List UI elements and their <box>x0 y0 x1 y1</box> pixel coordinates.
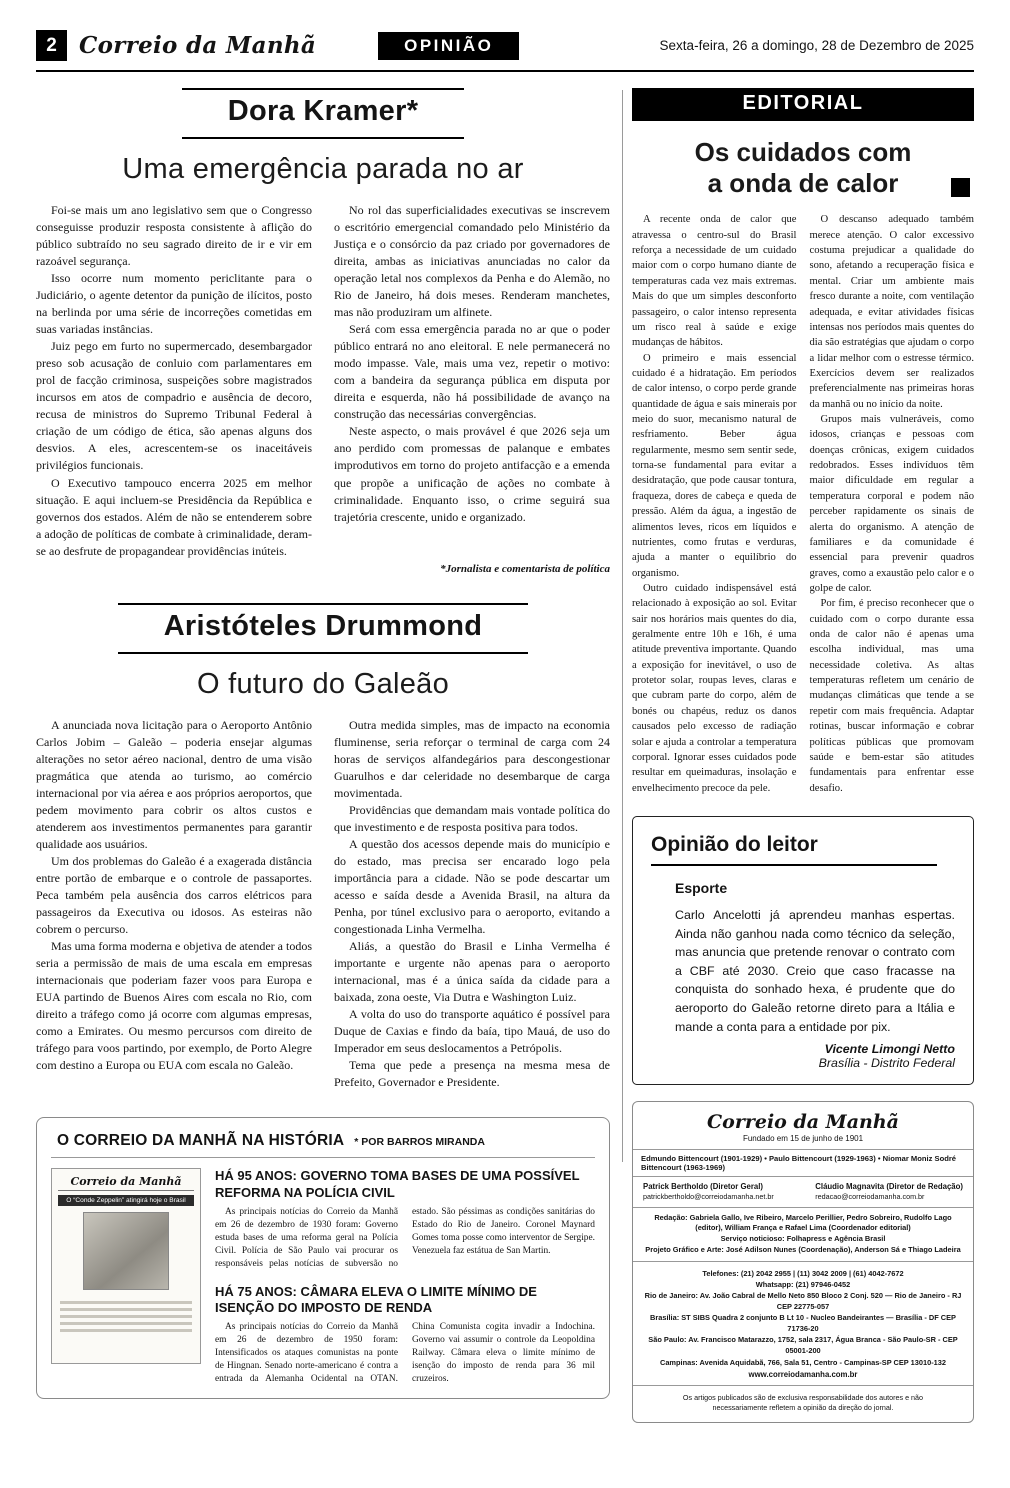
history-body: As principais notícias do Correio da Manhã em 26 de dezembro de 1930 foram: Governo estuda bases de uma reforma geral na Polícia Civil. Polícia de São Paulo vai procurar os responsáveis pelas notícias de subversão no estado. São péssimas as condições sanitárias do Estado do Rio de Janeiro. Coronel Maynard Gomes toma posse como interventor de Sergipe. Venezuela faz estátua de San Martin. <box>215 1206 595 1269</box>
paragraph: O descanso adequado também merece atenção. O calor excessivo costuma prejudicar a qualidade do sono, afetando a recuperação física e mental. Criar um ambiente mais fresco durante a noite, com ventilação adequada, e evitar atividades físicas intensas nos períodos mais quentes do dia são estratégias que ajudam o corpo a lidar melhor com o estresse térmico. Exercícios devem ser realizados preferencialmente nas primeiras horas da manhã ou no início da noite. <box>809 214 974 410</box>
paragraph: Isso ocorre num momento periclitante para o Judiciário, o agente detentor da punição de ilícitos, posto na berlinda por uma série de incorreções cometidas em suas variadas instâncias. <box>36 271 312 337</box>
masthead-info-box <box>632 1101 974 1423</box>
paragraph: A questão dos acessos depende mais do município e do estado, mas precisa ser encarado logo pela importância para a cidade. Não se pode descartar um acesso e saída desde a Avenida Brasil, na altura da Penha, por túnel exclusivo para o aeroporto, evitando a congestionada Linha Vermelha. <box>334 836 610 937</box>
masthead-contact-block <box>633 1262 973 1386</box>
masthead-founded: Fundado em 15 de junho de 1901 <box>633 1133 973 1150</box>
paragraph: Por fim, é preciso reconhecer que o cuidado com o corpo durante essa onda de calor não é apenas uma escolha individual, mas uma necessidade coletiva. As altas temperaturas refletem um cenário de mudanças climáticas que tende a se repetir com mais frequência. Adaptar rotinas, buscar informação e cobrar políticas públicas que promovam saúde e bem-estar são atitudes fundamentais para enfrentar esse desafio. <box>809 598 974 794</box>
address-campinas: Campinas: Avenida Aquidabã, 766, Sala 51, Centro - Campinas-SP CEP 13010-132 <box>659 1357 947 1367</box>
article-kicker <box>36 88 610 139</box>
masthead-staff-block <box>633 1208 973 1262</box>
column-divider <box>622 90 623 1162</box>
page-number: 2 <box>36 30 67 61</box>
history-items <box>215 1168 595 1386</box>
history-heading: HÁ 75 ANOS: CÂMARA ELEVA O LIMITE MÍNIMO DE ISENÇÃO DO IMPOSTO DE RENDA <box>215 1283 537 1315</box>
page-header <box>36 30 974 61</box>
editorial-section <box>632 88 974 796</box>
history-title: O CORREIO DA MANHÃ NA HISTÓRIA <box>57 1132 345 1150</box>
archive-text-lines <box>58 1297 194 1336</box>
article-body <box>36 717 610 1092</box>
archive-headline: O “Conde Zeppelin” atingirá hoje o Brasil <box>58 1195 194 1206</box>
history-byline: * POR BARROS MIRANDA <box>354 1136 485 1149</box>
director-redacao-email: redacao@correiodamanha.com.br <box>815 1192 925 1202</box>
paragraph: Aliás, a questão do Brasil e Linha Vermelha é importante e urgente não apenas para o aeroporto internacional, mas é a única saída da cidade para a baixada, zona oeste, Via Dutra e Washington Luiz. <box>334 939 610 1005</box>
reader-opinion-title: Opinião do leitor <box>651 833 937 866</box>
article-dora-kramer <box>36 88 610 575</box>
address-sao-paulo: São Paulo: Av. Francisco Matarazzo, 1752, sala 2317, Água Branca - São Paulo-SR - CEP 05001-200 <box>648 1335 958 1356</box>
reader-signature: Vicente Limongi Netto <box>824 1042 955 1057</box>
edition-date: Sexta-feira, 26 a domingo, 28 de Dezembro de 2025 <box>659 38 974 53</box>
editorial-title-line2: a onda de calor <box>707 167 899 198</box>
contact-whatsapp: Whatsapp: (21) 97946-0452 <box>755 1279 851 1289</box>
reader-topic: Esporte <box>675 880 728 896</box>
right-column <box>632 88 974 1423</box>
article-body <box>36 202 610 560</box>
article-aristoteles-drummond <box>36 603 610 1092</box>
paragraph: Outra medida simples, mas de impacto na economia fluminense, seria reforçar o terminal de carga com 24 horas de serviços alfandegários para descongestionar Guarulhos e dar celeridade no desembarque de carga movimentada. <box>334 717 610 800</box>
paragraph: Mas uma forma moderna e objetiva de atender a todos seria a permissão de mais de uma escala em empresas internacionais que poderiam fazer voos para Europa e EUA partindo de Buenos Aires com escala no Rio, com direito a tráfego como já ocorre com algumas empresas, como a Emirates. Ou mesmo percursos com direito de tráfego para voos partindo, por exemplo, de Porto Alegre com destino a Europa ou EUA com escala no Galeão. <box>36 939 312 1073</box>
article-author: Dora Kramer* <box>182 88 465 139</box>
paragraph: Neste aspecto, o mais provável é que 2026 seja um ano perdido com promessas de palanque e embates improdutivos em torno do projeto antifacção e a emenda que propõe a unificação de ações no combate à criminalidade. Enquanto isso, o crime seguirá sua trajetória crescente, unido e organizado. <box>334 424 610 524</box>
address-rio: Rio de Janeiro: Av. João Cabral de Mello Neto 850 Bloco 2 Conj. 520 — Rio de Janeiro - RJ CEP 22775-057 <box>644 1290 962 1312</box>
history-title-row <box>51 1130 595 1158</box>
paragraph: Providências que demandam mais vontade política do que investimento e de resposta positiva para todos. <box>334 802 610 834</box>
article-author: Aristóteles Drummond <box>118 603 529 654</box>
masthead-name: Correio da Manhã <box>707 1111 899 1134</box>
history-item <box>215 1284 595 1386</box>
masthead-disclaimer: Os artigos publicados são de exclusiva responsabilidade dos autores e não necessariamente refletem a opinião da direção do jornal. <box>682 1392 924 1412</box>
section-label: OPINIÃO <box>378 32 519 60</box>
staff-redacao: Redação: Gabriela Gallo, Ive Ribeiro, Marcelo Perillier, Pedro Sobreiro, Rudolfo Lago (editor), William França e Rafael Lima (Coordenador editorial) <box>654 1212 952 1233</box>
paragraph: Um dos problemas do Galeão é a exagerada distância entre portão de embarque e o controle de passaportes. Peca também pela ausência dos carros elétricos para passageiros da Executiva ou idosos. As esteiras não cobrem o percurso. <box>36 853 312 937</box>
paragraph: O Executivo tampouco encerra 2025 em melhor situação. E aqui incluem-se Presidência da República e governos dos estados. Além de não se entenderem sobre a adoção de políticas de combate à criminalidade, deram-se ao desfrute de propagandear providências inúteis. <box>36 475 312 558</box>
paragraph: No rol das superficialidades executivas se inscrevem o escritório emergencial comandado pelo Ministério da Justiça e o consórcio da paz criado por governadores de direita, ambas as iniciativas anunciadas no calor da operação letal nos complexos da Penha e do Alemão, no Rio de Janeiro, há dois meses. Renderam manchetes, mas não produziram um alfinete. <box>334 203 610 320</box>
article-title: O futuro do Galeão <box>196 667 450 700</box>
editorial-banner: EDITORIAL <box>632 88 974 121</box>
history-body: As principais notícias do Correio da Manhã em 26 de dezembro de 1950 foram: Intensificados os ataques comunistas na ponte de Hingnan. Senado norte-americano é contra a entrada da Alemanha Ocidental na OTAN. China Comunista cogita invadir a Indochina. Governo vai assumir o controle da Leopoldina Railway. Câmara eleva o limite mínimo de isenção do imposto de renda para 36 mil cruzeiros. <box>215 1322 595 1385</box>
article-title: Uma emergência parada no ar <box>122 153 524 185</box>
paragraph: Outro cuidado indispensável está relacionado à exposição ao sol. Evitar sair nos horários mais quentes do dia, geralmente entre 10h e 16h, é uma atitude preventiva importante. Quando a exposição for inevitável, o uso de protetor solar, roupas leves, claras e que cubram parte do corpo, além de bonés ou chapéus, reduz os danos causados pelo excesso de radiação solar e ajuda a controlar a temperatura corporal. Ignorar esses cuidados pode resultar em queimaduras, insolação e envelhecimento precoce da pele. <box>632 582 797 794</box>
paragraph: Será com essa emergência parada no ar que o poder público entrará no ano eleitoral. E nele permanecerá no modo impasse. Vale, mais uma vez, repetir o motivo: com a bandeira da segurança pública em disputa por direita e esquerda, não há possibilidade de avanço na construção das necessárias convergências. <box>334 322 610 422</box>
header-rule <box>36 70 974 72</box>
reader-letter: Carlo Ancelotti já aprendeu manhas espertas. Ainda não ganhou nada como técnico da seleção, mas anuncia que pretende renovar o contrato com a CBF até 2030. Creio que caso fracasse na conquista do sonhado hexa, é prudente que do aeroporto do Galeão retorne direto para a Itália e mande a conta para a entidade por pix. <box>675 908 955 1034</box>
director-general-email: patrickbertholdo@correiodamanha.net.br <box>643 1192 774 1202</box>
editorial-title <box>632 137 974 198</box>
article-footnote: *Jornalista e comentarista de política <box>440 562 610 575</box>
archive-masthead: Correio da Manhã <box>58 1175 194 1191</box>
paragraph: A volta do uso do transporte aquático é possível para Duque de Caxias e findo da baía, tipo Mauá, de uso do Imperador em seus deslocamentos a Petrópolis. <box>334 1007 610 1056</box>
history-heading: HÁ 95 ANOS: GOVERNO TOMA BASES DE UMA POSSÍVEL REFORMA NA POLÍCIA CIVIL <box>215 1168 580 1200</box>
history-section <box>36 1117 610 1399</box>
editorial-title-line1: Os cuidados com <box>694 137 912 167</box>
masthead-directors <box>633 1177 973 1207</box>
archive-newspaper-image <box>51 1168 201 1364</box>
paragraph: Foi-se mais um ano legislativo sem que o Congresso conseguisse produzir resposta consistente à aflição do público subtraído no seu sagrado direito de ir e vir em razoável segurança. <box>36 203 312 269</box>
reader-opinion-box <box>632 816 974 1085</box>
article-kicker <box>36 603 610 654</box>
newspaper-logo: Correio da Manhã <box>79 32 317 59</box>
staff-servico: Serviço noticioso: Folhapress e Agência Brasil <box>720 1234 886 1244</box>
address-brasilia: Brasília: ST SIBS Quadra 2 conjunto B Lt 10 - Nucleo Bandeirantes — Brasília - DF CEP 71736-20 <box>650 1313 956 1334</box>
director-general <box>643 1182 774 1201</box>
paragraph: Juiz pego em furto no supermercado, desembargador preso sob acusação de conluio com parlamentares em prol de facção criminosa, suspeições sobre magistrados incursos em atos de compadrio e ausência de decoro, recusa de ministros do Supremo Tribunal Federal à criação de um código de ética, são apenas alguns dos desvios. A eles, acrescentem-se os inaceitáveis privilégios funcionais. <box>36 339 312 473</box>
paragraph: Tema que pede a presença na mesma mesa de Prefeito, Governador e Presidente. <box>334 1058 610 1090</box>
director-redacao-name: Cláudio Magnavita (Diretor de Redação) <box>815 1182 963 1192</box>
contact-telefones: Telefones: (21) 2042 2955 | (11) 3042 2009 | (61) 4042-7672 <box>702 1268 904 1278</box>
director-general-name: Patrick Bertholdo (Diretor Geral) <box>643 1182 764 1192</box>
paragraph: A anunciada nova licitação para o Aeroporto Antônio Carlos Jobim – Galeão – poderia ensejar algumas alterações no setor aéreo nacional, dentro de uma visão pragmática que atenda ao turismo, ao comércio internacional por via aérea e aos próprios aeroportos, que pedem movimento para cobrir os altos custos e atenderem aos investimentos permanentes para garantir qualidade aos usuários. <box>36 717 312 851</box>
paragraph: Grupos mais vulneráveis, como idosos, crianças e pessoas com doenças crônicas, exigem cuidados redobrados. Esses indivíduos têm maior dificuldade em regular a temperatura corporal e podem não perceber rapidamente os sinais de alerta do organismo. A atenção de familiares e da comunidade é essencial para prevenir quadros graves, como a exaustão pelo calor e o golpe de calor. <box>809 414 974 594</box>
history-content <box>51 1168 595 1386</box>
staff-projeto: Projeto Gráfico e Arte: José Adilson Nunes (Coordenação), Anderson Sá e Thiago Ladeira <box>645 1244 961 1254</box>
reader-location: Brasília - Distrito Federal <box>818 1056 955 1071</box>
paragraph: O primeiro e mais essencial cuidado é a hidratação. Em períodos de calor intenso, o corpo perde grande quantidade de água e sais minerais por meio do suor, mecanismo natural de resfriamento. Beber água regularmente, mesmo sem sentir sede, torna-se fundamental para evitar a desidratação, que pode causar tontura, fraqueza, dores de cabeça e queda de pressão. Além da água, a ingestão de alimentos leves, ricos em líquidos e nutrientes, como frutas e verduras, ajuda a manter o equilíbrio do organismo. <box>632 352 797 579</box>
editorial-body <box>632 212 974 796</box>
left-column <box>36 88 610 1423</box>
paragraph: A recente onda de calor que atravessa o centro-sul do Brasil reforça a necessidade de um cuidado maior com o corpo humano diante de temperaturas cada vez mais extremas. Mais do que um simples desconforto passageiro, o calor intenso representa um risco real à saúde e exige mudanças de hábitos. <box>632 214 797 349</box>
masthead-founders: Edmundo Bittencourt (1901-1929) • Paulo Bittencourt (1929-1963) • Niomar Moniz Sodré Bittencourt (1963-1969) <box>633 1150 973 1177</box>
headline-accent-square <box>951 178 970 197</box>
history-item <box>215 1168 595 1270</box>
page-content <box>36 88 974 1423</box>
archive-photo <box>83 1212 169 1290</box>
website-url: www.correiodamanha.com.br <box>748 1369 858 1379</box>
director-redacao <box>815 1182 963 1201</box>
